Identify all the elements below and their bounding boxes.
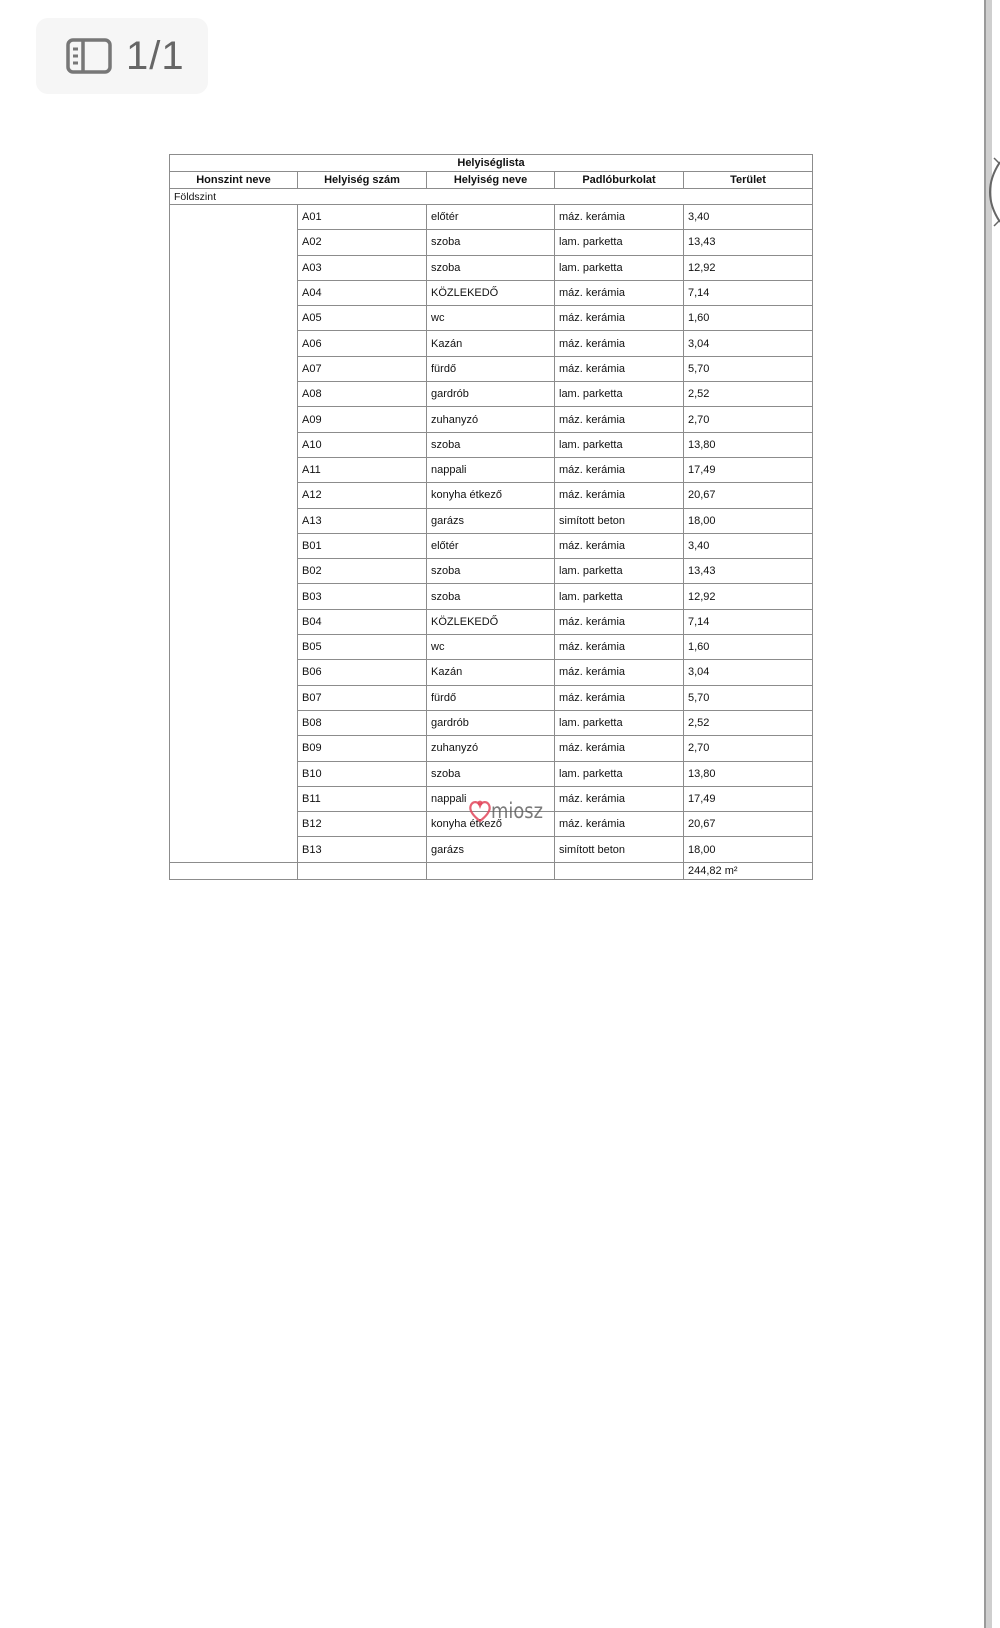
floor-covering-cell: máz. kerámia xyxy=(555,609,684,634)
table-row xyxy=(170,280,813,305)
room-name-cell: garázs xyxy=(427,837,555,862)
level-column-cell xyxy=(170,407,298,432)
room-number-cell: B04 xyxy=(298,609,427,634)
area-cell: 1,60 xyxy=(684,306,813,331)
total-empty-cell xyxy=(555,862,684,879)
room-number-cell: B06 xyxy=(298,660,427,685)
level-column-cell xyxy=(170,761,298,786)
area-cell: 18,00 xyxy=(684,508,813,533)
page-indicator[interactable] xyxy=(36,18,208,94)
room-number-cell: A01 xyxy=(298,205,427,230)
room-name-cell: gardrób xyxy=(427,382,555,407)
watermark-text: miosz xyxy=(491,799,543,823)
total-empty-cell xyxy=(298,862,427,879)
column-header: Helyiség szám xyxy=(298,172,427,189)
area-cell: 17,49 xyxy=(684,457,813,482)
table-row xyxy=(170,331,813,356)
area-cell: 3,04 xyxy=(684,331,813,356)
level-column-cell xyxy=(170,609,298,634)
level-column-cell xyxy=(170,205,298,230)
room-name-cell: szoba xyxy=(427,584,555,609)
floor-covering-cell: lam. parketta xyxy=(555,710,684,735)
area-cell: 17,49 xyxy=(684,786,813,811)
level-column-cell xyxy=(170,559,298,584)
floor-covering-cell: lam. parketta xyxy=(555,255,684,280)
floor-covering-cell: máz. kerámia xyxy=(555,407,684,432)
level-column-cell xyxy=(170,255,298,280)
room-name-cell: szoba xyxy=(427,559,555,584)
floor-covering-cell: lam. parketta xyxy=(555,761,684,786)
area-cell: 5,70 xyxy=(684,356,813,381)
room-number-cell: A08 xyxy=(298,382,427,407)
room-number-cell: A02 xyxy=(298,230,427,255)
total-empty-cell xyxy=(170,862,298,879)
room-name-cell: Kazán xyxy=(427,331,555,356)
area-cell: 13,80 xyxy=(684,761,813,786)
area-cell: 3,40 xyxy=(684,533,813,558)
floor-covering-cell: máz. kerámia xyxy=(555,660,684,685)
level-column-cell xyxy=(170,331,298,356)
level-column-cell xyxy=(170,837,298,862)
table-row xyxy=(170,685,813,710)
room-name-cell: KÖZLEKEDŐ xyxy=(427,280,555,305)
room-name-cell: fürdő xyxy=(427,356,555,381)
room-number-cell: A04 xyxy=(298,280,427,305)
level-column-cell xyxy=(170,483,298,508)
area-cell: 3,04 xyxy=(684,660,813,685)
table-row xyxy=(170,533,813,558)
room-name-cell: nappali xyxy=(427,457,555,482)
floor-covering-cell: simított beton xyxy=(555,508,684,533)
floor-covering-cell: máz. kerámia xyxy=(555,457,684,482)
room-name-cell: szoba xyxy=(427,255,555,280)
room-name-cell: zuhanyzó xyxy=(427,407,555,432)
table-title: Helyiséglista xyxy=(170,155,813,172)
table-row xyxy=(170,382,813,407)
floor-covering-cell: máz. kerámia xyxy=(555,280,684,305)
level-column-cell xyxy=(170,356,298,381)
column-header: Padlóburkolat xyxy=(555,172,684,189)
area-cell: 2,70 xyxy=(684,407,813,432)
total-empty-cell xyxy=(427,862,555,879)
room-name-cell: gardrób xyxy=(427,710,555,735)
room-name-cell: előtér xyxy=(427,205,555,230)
table-row xyxy=(170,356,813,381)
column-header: Terület xyxy=(684,172,813,189)
level-label: Földszint xyxy=(170,189,813,205)
room-name-cell: szoba xyxy=(427,230,555,255)
floor-covering-cell: máz. kerámia xyxy=(555,533,684,558)
level-column-cell xyxy=(170,584,298,609)
table-row xyxy=(170,837,813,862)
level-column-cell xyxy=(170,685,298,710)
floor-covering-cell: máz. kerámia xyxy=(555,736,684,761)
level-column-cell xyxy=(170,660,298,685)
room-number-cell: B11 xyxy=(298,786,427,811)
table-row xyxy=(170,306,813,331)
area-cell: 2,52 xyxy=(684,382,813,407)
room-number-cell: B01 xyxy=(298,533,427,558)
room-name-cell: előtér xyxy=(427,533,555,558)
table-row xyxy=(170,559,813,584)
level-column-cell xyxy=(170,457,298,482)
area-cell: 5,70 xyxy=(684,685,813,710)
table-row xyxy=(170,786,813,811)
level-column-cell xyxy=(170,533,298,558)
floor-covering-cell: máz. kerámia xyxy=(555,356,684,381)
room-name-cell: Kazán xyxy=(427,660,555,685)
floor-covering-cell: máz. kerámia xyxy=(555,205,684,230)
level-column-cell xyxy=(170,635,298,660)
area-cell: 20,67 xyxy=(684,483,813,508)
room-number-cell: B09 xyxy=(298,736,427,761)
floor-covering-cell: máz. kerámia xyxy=(555,331,684,356)
room-number-cell: A06 xyxy=(298,331,427,356)
room-number-cell: B02 xyxy=(298,559,427,584)
room-name-cell: garázs xyxy=(427,508,555,533)
area-cell: 1,60 xyxy=(684,635,813,660)
area-cell: 7,14 xyxy=(684,609,813,634)
floor-covering-cell: simított beton xyxy=(555,837,684,862)
area-cell: 7,14 xyxy=(684,280,813,305)
floor-covering-cell: máz. kerámia xyxy=(555,306,684,331)
floor-covering-cell: lam. parketta xyxy=(555,432,684,457)
page-edge-line xyxy=(984,0,986,1628)
table-row xyxy=(170,761,813,786)
room-number-cell: A05 xyxy=(298,306,427,331)
table-row xyxy=(170,205,813,230)
edge-handle-icon[interactable] xyxy=(986,152,1000,232)
floor-covering-cell: lam. parketta xyxy=(555,584,684,609)
room-number-cell: A13 xyxy=(298,508,427,533)
room-number-cell: B03 xyxy=(298,584,427,609)
table-row xyxy=(170,660,813,685)
room-name-cell: wc xyxy=(427,306,555,331)
area-cell: 13,43 xyxy=(684,559,813,584)
total-area: 244,82 m² xyxy=(684,862,813,879)
area-cell: 2,70 xyxy=(684,736,813,761)
level-column-cell xyxy=(170,812,298,837)
sidebar-icon[interactable] xyxy=(66,38,112,74)
level-column-cell xyxy=(170,230,298,255)
area-cell: 13,43 xyxy=(684,230,813,255)
table-row xyxy=(170,508,813,533)
room-number-cell: A10 xyxy=(298,432,427,457)
area-cell: 2,52 xyxy=(684,710,813,735)
floor-covering-cell: lam. parketta xyxy=(555,559,684,584)
column-header: Helyiség neve xyxy=(427,172,555,189)
table-row xyxy=(170,812,813,837)
area-cell: 13,80 xyxy=(684,432,813,457)
floor-covering-cell: máz. kerámia xyxy=(555,812,684,837)
level-column-cell xyxy=(170,306,298,331)
floor-covering-cell: lam. parketta xyxy=(555,382,684,407)
area-cell: 12,92 xyxy=(684,255,813,280)
floor-covering-cell: máz. kerámia xyxy=(555,685,684,710)
room-number-cell: B10 xyxy=(298,761,427,786)
level-column-cell xyxy=(170,786,298,811)
room-name-cell: szoba xyxy=(427,432,555,457)
table-row xyxy=(170,584,813,609)
room-name-cell: konyha étkező xyxy=(427,812,555,837)
room-name-cell: szoba xyxy=(427,761,555,786)
room-number-cell: A12 xyxy=(298,483,427,508)
column-header: Honszint neve xyxy=(170,172,298,189)
area-cell: 20,67 xyxy=(684,812,813,837)
area-cell: 12,92 xyxy=(684,584,813,609)
table-row xyxy=(170,635,813,660)
room-number-cell: B08 xyxy=(298,710,427,735)
level-column-cell xyxy=(170,736,298,761)
table-row xyxy=(170,255,813,280)
table-row xyxy=(170,483,813,508)
level-column-cell xyxy=(170,710,298,735)
page-count: 1/1 xyxy=(126,33,185,78)
level-column-cell xyxy=(170,432,298,457)
table-row xyxy=(170,432,813,457)
level-column-cell xyxy=(170,382,298,407)
table-row xyxy=(170,736,813,761)
room-number-cell: B12 xyxy=(298,812,427,837)
floor-covering-cell: lam. parketta xyxy=(555,230,684,255)
level-column-cell xyxy=(170,508,298,533)
room-name-cell: nappali xyxy=(427,786,555,811)
level-column-cell xyxy=(170,280,298,305)
area-cell: 18,00 xyxy=(684,837,813,862)
room-name-cell: fürdő xyxy=(427,685,555,710)
table-row xyxy=(170,457,813,482)
room-number-cell: B13 xyxy=(298,837,427,862)
floor-covering-cell: máz. kerámia xyxy=(555,786,684,811)
room-number-cell: B05 xyxy=(298,635,427,660)
table-row xyxy=(170,230,813,255)
room-name-cell: wc xyxy=(427,635,555,660)
table-row xyxy=(170,710,813,735)
room-number-cell: B07 xyxy=(298,685,427,710)
room-number-cell: A07 xyxy=(298,356,427,381)
floor-covering-cell: máz. kerámia xyxy=(555,483,684,508)
area-cell: 3,40 xyxy=(684,205,813,230)
room-list-table xyxy=(169,154,813,880)
table-row xyxy=(170,407,813,432)
room-name-cell: zuhanyzó xyxy=(427,736,555,761)
room-name-cell: konyha étkező xyxy=(427,483,555,508)
room-number-cell: A09 xyxy=(298,407,427,432)
table-row xyxy=(170,609,813,634)
room-name-cell: KÖZLEKEDŐ xyxy=(427,609,555,634)
floor-covering-cell: máz. kerámia xyxy=(555,635,684,660)
room-number-cell: A03 xyxy=(298,255,427,280)
room-number-cell: A11 xyxy=(298,457,427,482)
